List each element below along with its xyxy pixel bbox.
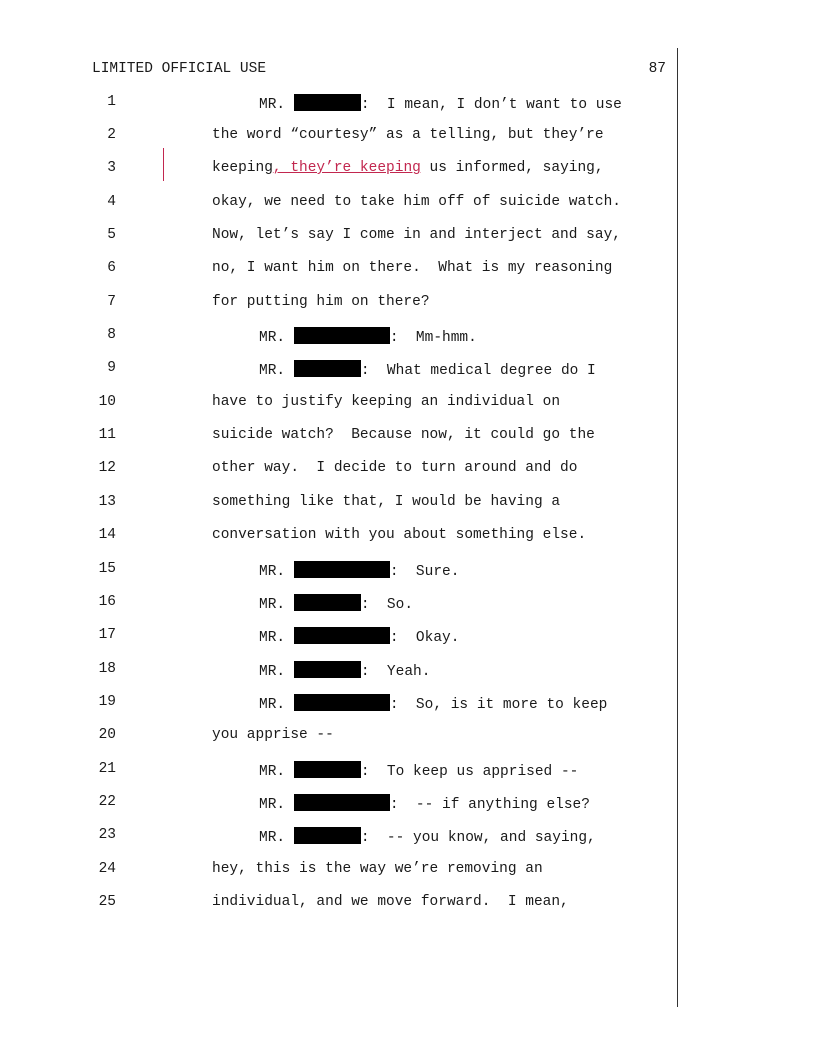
redaction-box	[294, 661, 361, 678]
transcript-line	[0, 561, 676, 583]
line-number: 21	[98, 761, 116, 777]
line-number: 7	[107, 294, 116, 310]
transcript-line	[0, 661, 676, 683]
speaker-prefix: MR.	[259, 630, 286, 646]
transcript-line	[0, 727, 676, 749]
line-text: conversation with you about something else.	[212, 527, 587, 543]
transcript-line	[0, 327, 676, 349]
transcript-line	[0, 761, 676, 783]
line-text	[259, 360, 596, 379]
line-number: 3	[107, 160, 116, 176]
line-number: 6	[107, 260, 116, 276]
header-title: LIMITED OFFICIAL USE	[92, 61, 267, 77]
line-number: 9	[107, 360, 116, 376]
speaker-prefix: MR.	[259, 597, 286, 613]
line-number: 1	[107, 94, 116, 110]
line-text: suicide watch? Because now, it could go the	[212, 427, 595, 443]
transcript-line	[0, 827, 676, 849]
redaction-box	[294, 827, 361, 844]
line-text: okay, we need to take him off of suicide watch.	[212, 194, 621, 210]
line-number: 24	[98, 861, 116, 877]
transcript-line	[0, 94, 676, 116]
speech-text: keeping	[212, 160, 273, 176]
speaker-prefix: MR.	[259, 363, 286, 379]
line-text: have to justify keeping an individual on	[212, 394, 561, 410]
redaction-box	[294, 561, 390, 578]
speech-text: : I mean, I don’t want to use	[360, 97, 622, 113]
inserted-text: , they’re keeping	[272, 160, 421, 176]
transcript-line	[0, 494, 676, 516]
speech-text: : Okay.	[389, 630, 460, 646]
line-number: 20	[98, 727, 116, 743]
line-text	[259, 827, 596, 846]
speech-text: : Mm-hmm.	[389, 330, 477, 346]
line-number: 10	[98, 394, 116, 410]
page-number: 87	[648, 61, 666, 77]
speech-text: : So.	[360, 597, 414, 613]
transcript-line	[0, 894, 676, 916]
speaker-prefix: MR.	[259, 664, 286, 680]
line-number: 5	[107, 227, 116, 243]
transcript-line	[0, 627, 676, 649]
transcript-line	[0, 527, 676, 549]
line-text: the word “courtesy” as a telling, but they’re	[212, 127, 604, 143]
speech-text: : Yeah.	[360, 664, 431, 680]
line-text	[259, 761, 578, 780]
speaker-prefix: MR.	[259, 97, 286, 113]
transcript-line	[0, 460, 676, 482]
line-number: 23	[98, 827, 116, 843]
speech-text: : So, is it more to keep	[389, 697, 608, 713]
line-number: 8	[107, 327, 116, 343]
speech-text: : -- you know, and saying,	[360, 830, 596, 846]
line-number: 12	[98, 460, 116, 476]
transcript-line	[0, 360, 676, 382]
transcript-line	[0, 194, 676, 216]
line-text	[259, 694, 607, 713]
line-number: 17	[98, 627, 116, 643]
speech-text: : -- if anything else?	[389, 797, 590, 813]
speaker-prefix: MR.	[259, 564, 286, 580]
redaction-box	[294, 794, 390, 811]
line-number: 14	[98, 527, 116, 543]
transcript-line	[0, 394, 676, 416]
line-number: 11	[98, 427, 116, 443]
transcript-line	[0, 594, 676, 616]
line-text: hey, this is the way we’re removing an	[212, 861, 543, 877]
transcript-line	[0, 227, 676, 249]
speaker-prefix: MR.	[259, 697, 286, 713]
transcript-line	[0, 294, 676, 316]
line-text	[212, 160, 604, 176]
speaker-prefix: MR.	[259, 797, 286, 813]
speaker-prefix: MR.	[259, 764, 286, 780]
speech-text: : Sure.	[389, 564, 460, 580]
line-text: Now, let’s say I come in and interject and say,	[212, 227, 621, 243]
transcript-line	[0, 861, 676, 883]
page-header	[92, 61, 666, 81]
redaction-box	[294, 327, 390, 344]
line-text: something like that, I would be having a	[212, 494, 561, 510]
redaction-box	[294, 694, 390, 711]
line-number: 4	[107, 194, 116, 210]
line-number: 16	[98, 594, 116, 610]
line-number: 18	[98, 661, 116, 677]
speech-text: us informed, saying,	[420, 160, 604, 176]
line-number: 15	[98, 561, 116, 577]
line-number: 25	[98, 894, 116, 910]
line-text: for putting him on there?	[212, 294, 430, 310]
right-margin-rule	[677, 48, 678, 1007]
transcript-line	[0, 427, 676, 449]
redaction-box	[294, 761, 361, 778]
line-text	[259, 661, 430, 680]
speaker-prefix: MR.	[259, 330, 286, 346]
redaction-box	[294, 594, 361, 611]
line-text	[259, 794, 590, 813]
line-text	[259, 561, 459, 580]
transcript-line	[0, 794, 676, 816]
speech-text: : What medical degree do I	[360, 363, 596, 379]
line-number: 19	[98, 694, 116, 710]
redaction-box	[294, 627, 390, 644]
speaker-prefix: MR.	[259, 830, 286, 846]
speech-text: : To keep us apprised --	[360, 764, 579, 780]
line-text: other way. I decide to turn around and do	[212, 460, 578, 476]
line-text: individual, and we move forward. I mean,	[212, 894, 569, 910]
line-number: 2	[107, 127, 116, 143]
transcript-line	[0, 127, 676, 149]
redaction-box	[294, 94, 361, 111]
redaction-box	[294, 360, 361, 377]
line-number: 13	[98, 494, 116, 510]
line-text	[259, 594, 413, 613]
line-number: 22	[98, 794, 116, 810]
line-text: no, I want him on there. What is my reasoning	[212, 260, 613, 276]
transcript-line	[0, 694, 676, 716]
line-text	[259, 627, 459, 646]
line-text: you apprise --	[212, 727, 334, 743]
transcript-line	[0, 160, 676, 182]
transcript-line	[0, 260, 676, 282]
line-text	[259, 94, 622, 113]
line-text	[259, 327, 477, 346]
